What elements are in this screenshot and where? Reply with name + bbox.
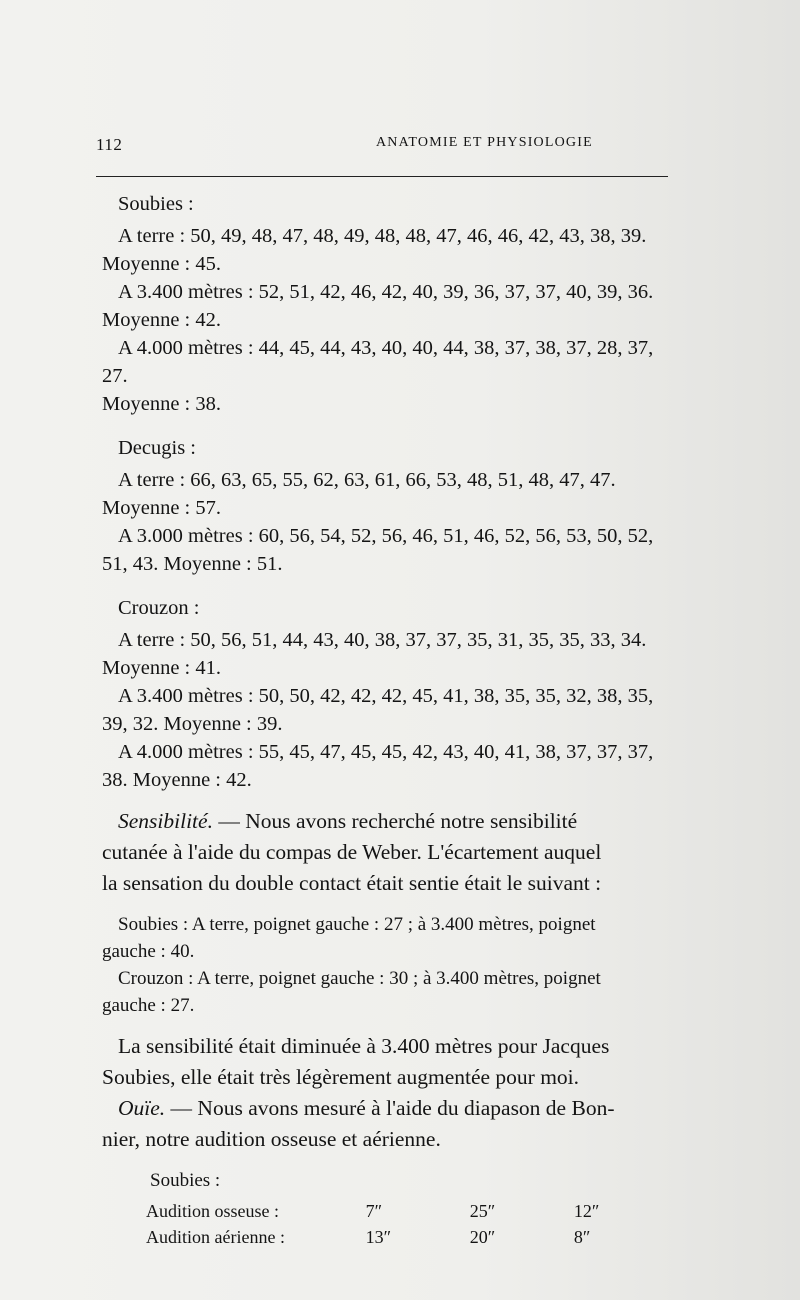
decugis-terre-line: A terre : 66, 63, 65, 55, 62, 63, 61, 66, 53, 48, 51, 48, 47, 47. bbox=[118, 469, 616, 491]
section-decugis-title: Decugis : bbox=[118, 437, 196, 459]
sens-soubies-tail: gauche : 40. bbox=[102, 941, 195, 962]
crouzon-3400-line: A 3.400 mètres : 50, 50, 42, 42, 42, 45, 41, 38, 35, 35, 32, 38, 35, bbox=[118, 685, 654, 707]
audition-label: Audition osseuse : bbox=[146, 1201, 279, 1221]
audition-row-aerienne bbox=[146, 1224, 678, 1250]
sensibilite-line-3: la sensation du double contact était sentie était le suivant : bbox=[102, 871, 602, 895]
audition-value: 8″ bbox=[573, 1227, 591, 1247]
sensibilite-term: Sensibilité. bbox=[118, 809, 213, 833]
page-header bbox=[96, 135, 668, 159]
conclusion-line-1: La sensibilité était diminuée à 3.400 mètres pour Jacques bbox=[118, 1034, 610, 1058]
audition-value: 12″ bbox=[573, 1201, 600, 1221]
sens-crouzon-line: Crouzon : A terre, poignet gauche : 30 ; à 3.400 mètres, poignet bbox=[118, 968, 601, 989]
sensibilite-line-1: — Nous avons recherché notre sensibilité bbox=[212, 809, 578, 833]
audition-value: 13″ bbox=[365, 1227, 392, 1247]
sensibilite-paragraph bbox=[102, 806, 678, 899]
decugis-terre-mean: Moyenne : 57. bbox=[102, 497, 221, 519]
audition-label: Audition aérienne : bbox=[146, 1227, 285, 1247]
audition-value: 20″ bbox=[469, 1227, 496, 1247]
ouie-line-1: — Nous avons mesuré à l'aide du diapason de Bon- bbox=[165, 1096, 615, 1120]
section-soubies-title: Soubies : bbox=[118, 193, 194, 215]
body-text bbox=[102, 190, 678, 1250]
ouie-paragraph bbox=[102, 1093, 678, 1155]
crouzon-4000-line: A 4.000 mètres : 55, 45, 47, 45, 45, 42, 43, 40, 41, 38, 37, 37, 37, bbox=[118, 741, 654, 763]
soubies-3400-line: A 3.400 mètres : 52, 51, 42, 46, 42, 40, 39, 36, 37, 37, 40, 39, 36. bbox=[118, 281, 654, 303]
soubies-terre-mean: Moyenne : 45. bbox=[102, 253, 221, 275]
ouie-term: Ouïe. bbox=[118, 1096, 166, 1120]
crouzon-terre-line: A terre : 50, 56, 51, 44, 43, 40, 38, 37, 37, 35, 31, 35, 35, 33, 34. bbox=[118, 629, 647, 651]
running-title: ANATOMIE ET PHYSIOLOGIE bbox=[376, 135, 593, 150]
crouzon-3400-mean: 39, 32. Moyenne : 39. bbox=[102, 713, 283, 735]
section-crouzon-title: Crouzon : bbox=[118, 597, 200, 619]
conclusion-line-2: Soubies, elle était très légèrement augmentée pour moi. bbox=[102, 1065, 580, 1089]
ouie-line-2: nier, notre audition osseuse et aérienne. bbox=[102, 1127, 441, 1151]
sensibilite-line-2: cutanée à l'aide du compas de Weber. L'écartement auquel bbox=[102, 840, 602, 864]
soubies-terre-line: A terre : 50, 49, 48, 47, 48, 49, 48, 48, 47, 46, 46, 42, 43, 38, 39. bbox=[118, 225, 647, 247]
audition-soubies-title: Soubies : bbox=[150, 1170, 221, 1191]
audition-table bbox=[146, 1198, 678, 1250]
page-number: 112 bbox=[96, 135, 123, 154]
audition-row-osseuse bbox=[146, 1198, 678, 1224]
decugis-3000-mean: 51, 43. Moyenne : 51. bbox=[102, 553, 283, 575]
soubies-4000-mean: Moyenne : 38. bbox=[102, 393, 221, 415]
sens-crouzon-tail: gauche : 27. bbox=[102, 995, 195, 1016]
audition-value: 7″ bbox=[365, 1201, 383, 1221]
soubies-4000-line: A 4.000 mètres : 44, 45, 44, 43, 40, 40, 44, 38, 37, 38, 37, 28, 37, 27. bbox=[102, 337, 654, 387]
soubies-3400-mean: Moyenne : 42. bbox=[102, 309, 221, 331]
sens-soubies-line: Soubies : A terre, poignet gauche : 27 ; à 3.400 mètres, poignet bbox=[118, 914, 596, 935]
sensibilite-results bbox=[102, 911, 678, 1019]
audition-value: 25″ bbox=[469, 1201, 496, 1221]
conclusion-paragraph bbox=[102, 1031, 678, 1093]
header-rule bbox=[96, 176, 668, 177]
decugis-3000-line: A 3.000 mètres : 60, 56, 54, 52, 56, 46, 51, 46, 52, 56, 53, 50, 52, bbox=[118, 525, 654, 547]
crouzon-4000-mean: 38. Moyenne : 42. bbox=[102, 769, 252, 791]
crouzon-terre-mean: Moyenne : 41. bbox=[102, 657, 221, 679]
